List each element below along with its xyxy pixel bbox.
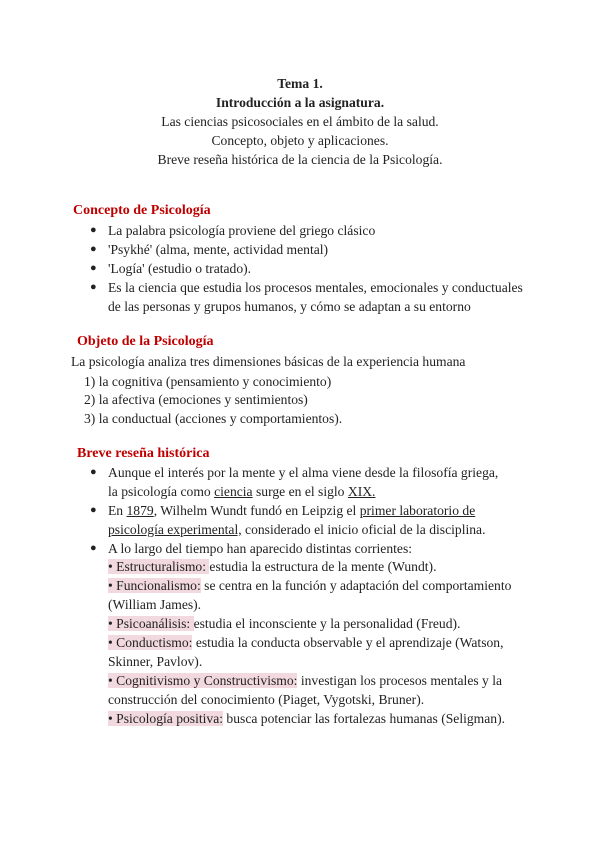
heading-historia: Breve reseña histórica <box>77 446 210 461</box>
objeto-intro: La psicología analiza tres dimensiones básicas de la experiencia humana <box>71 354 466 369</box>
corriente-name: • Psicoanálisis: <box>108 616 194 631</box>
list-item: ● En 1879, Wilhelm Wundt fundó en Leipzig el primer laboratorio de psicología experimental, considerado el inicio oficial de la disciplina. <box>90 503 486 537</box>
list-item: ● Aunque el interés por la mente y el alma viene desde la filosofía griega, la psicología como ciencia surge en el siglo XIX. <box>90 465 499 499</box>
link-siglo-xix: XIX. <box>347 484 376 499</box>
corriente-item: • Conductismo: estudia la conducta observable y el aprendizaje (Watson, Skinner, Pavlov). <box>108 635 504 669</box>
corriente-item: • Psicología positiva: busca potenciar las fortalezas humanas (Seligman). <box>108 711 505 726</box>
list-item: ● A lo largo del tiempo han aparecido distintas corrientes: <box>90 541 413 556</box>
list-item: ● La palabra psicología proviene del griego clásico <box>90 223 376 238</box>
heading-objeto: Objeto de la Psicología <box>77 334 214 349</box>
corriente-name: • Cognitivismo y Constructivismo: <box>108 673 298 688</box>
list-item: ● 'Psykhé' (alma, mente, actividad mental) <box>90 242 329 257</box>
title-block <box>0 74 600 169</box>
list-item: ● Es la ciencia que estudia los procesos mentales, emocionales y conductuales de las personas y grupos humanos, y cómo se adaptan a su entorno <box>90 280 523 314</box>
objeto-item-1: 1) la cognitiva (pensamiento y conocimiento) <box>84 374 332 389</box>
subtitle-concepto: Concepto, objeto y aplicaciones. <box>211 133 389 148</box>
title-tema: Tema 1. <box>277 76 323 91</box>
heading-concepto: Concepto de Psicología <box>73 203 211 218</box>
historia-list <box>80 463 540 558</box>
title-intro: Introducción a la asignatura. <box>215 95 385 110</box>
link-laboratorio: primer laboratorio de <box>359 503 476 518</box>
link-ciencia: ciencia <box>214 484 253 499</box>
corriente-name: • Psicología positiva: <box>108 711 224 726</box>
corriente-name: • Funcionalismo: <box>108 578 201 593</box>
subtitle-resena: Breve reseña histórica de la ciencia de la Psicología. <box>157 152 443 167</box>
subtitle-ciencias: Las ciencias psicosociales en el ámbito de la salud. <box>161 114 439 129</box>
concepto-list <box>80 221 530 316</box>
corrientes-block <box>80 557 540 728</box>
corriente-item: • Cognitivismo y Constructivismo: investigan los procesos mentales y la construcción del conocimiento (Piaget, Vygotski, Bruner). <box>108 673 503 707</box>
corriente-item: • Funcionalismo: se centra en la función y adaptación del comportamiento (William James). <box>108 578 512 612</box>
corriente-item: • Psicoanálisis: estudia el inconsciente y la personalidad (Freud). <box>108 616 461 631</box>
objeto-item-2: 2) la afectiva (emociones y sentimientos) <box>84 392 308 407</box>
corriente-name: • Conductismo: <box>108 635 193 650</box>
corriente-item: • Estructuralismo: estudia la estructura de la mente (Wundt). <box>108 559 437 574</box>
corriente-name: • Estructuralismo: <box>108 559 210 574</box>
objeto-item-3: 3) la conductual (acciones y comportamientos). <box>84 411 343 426</box>
link-psicologia-experimental: psicología experimental, <box>108 522 242 537</box>
list-item: ● 'Logía' (estudio o tratado). <box>90 261 252 276</box>
link-1879: 1879 <box>126 503 154 518</box>
